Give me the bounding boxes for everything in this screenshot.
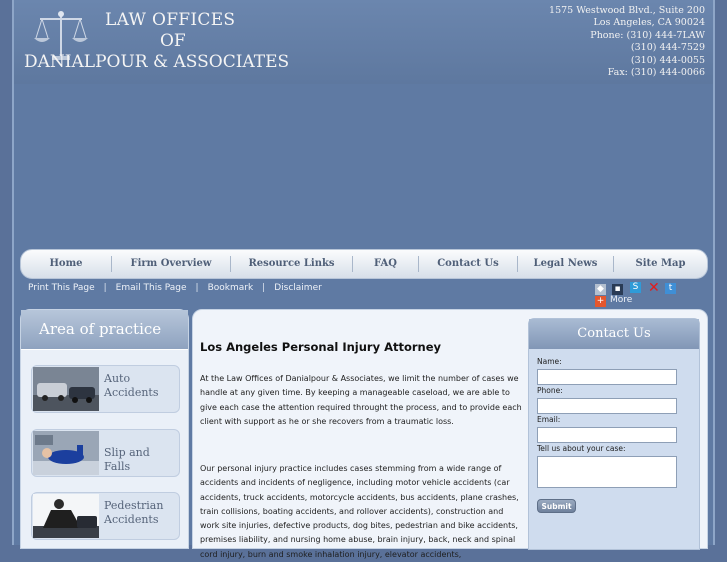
- email-label: Email:: [537, 415, 561, 424]
- intro-paragraph: At the Law Offices of Danialpour & Associates, we limit the number of cases we handle at any given time. By keeping a manageable caseload, we are able to give each case the attention required throught the process, and to provide each client with support as he or she recovers from a traumatic loss.: [200, 374, 522, 426]
- main-content: [192, 309, 708, 559]
- separator: |: [195, 283, 199, 293]
- phone-line-3: (310) 444-0055: [630, 54, 705, 66]
- logo-line-1: LAW OFFICES: [105, 10, 236, 30]
- phone-line-1: Phone: (310) 444-7LAW: [590, 29, 705, 41]
- phone-label: Phone:: [537, 386, 563, 395]
- page-title: Los Angeles Personal Injury Attorney: [200, 340, 442, 354]
- plus-icon[interactable]: +: [596, 296, 605, 306]
- address-line-2: Los Angeles, CA 90024: [593, 17, 705, 29]
- logo-line-2: OF: [160, 31, 186, 51]
- slip-fall-image: [33, 431, 99, 475]
- address-line-1: 1575 Westwood Blvd., Suite 200: [549, 5, 705, 16]
- nav-resource-links[interactable]: Resource Links: [231, 256, 353, 272]
- contact-form-title: Contact Us: [529, 319, 699, 349]
- phone-line-2: (310) 444-7529: [630, 42, 705, 54]
- digg-icon[interactable]: ◆: [595, 284, 606, 295]
- practice-label: Pedestrian Accidents: [104, 499, 164, 526]
- nav-site-map[interactable]: Site Map: [635, 258, 686, 269]
- fax-line: Fax: (310) 444-0066: [607, 67, 705, 79]
- main-nav: [20, 249, 708, 279]
- delicious-icon[interactable]: ▪: [612, 284, 623, 295]
- submit-button[interactable]: Submit: [537, 499, 576, 513]
- practice-item-pedestrian-accidents[interactable]: [31, 492, 180, 540]
- sidebar-title: Area of practice: [21, 310, 188, 350]
- practice-sidebar: [20, 309, 189, 549]
- disclaimer-link[interactable]: Disclaimer: [274, 283, 322, 293]
- email-page-link[interactable]: Email This Page: [115, 283, 187, 293]
- practice-label: Slip and Falls: [104, 446, 150, 473]
- contact-form: [528, 318, 700, 550]
- utility-links: [28, 283, 322, 293]
- nav-home[interactable]: Home: [21, 256, 112, 272]
- close-icon[interactable]: ✕: [648, 280, 660, 296]
- share-bar: [594, 282, 694, 306]
- separator: |: [262, 283, 266, 293]
- name-label: Name:: [537, 357, 562, 366]
- bookmark-link[interactable]: Bookmark: [207, 283, 254, 293]
- practice-label: Auto Accidents: [104, 372, 159, 399]
- nav-faq[interactable]: FAQ: [353, 256, 419, 272]
- stumbleupon-icon[interactable]: S: [630, 282, 641, 293]
- nav-firm-overview[interactable]: Firm Overview: [112, 256, 231, 272]
- header: [14, 0, 713, 84]
- email-input[interactable]: [537, 427, 677, 443]
- header-contact-info: [549, 5, 705, 79]
- phone-input[interactable]: [537, 398, 677, 414]
- print-page-link[interactable]: Print This Page: [28, 283, 95, 293]
- nav-contact-us[interactable]: Contact Us: [419, 256, 518, 272]
- pedestrian-accident-image: [33, 494, 99, 538]
- practice-item-auto-accidents[interactable]: [31, 365, 180, 413]
- name-input[interactable]: [537, 369, 677, 385]
- practice-item-slip-and-falls[interactable]: [31, 429, 180, 477]
- page-frame: [12, 0, 715, 559]
- logo-line-3: DANIALPOUR & ASSOCIATES: [24, 52, 290, 72]
- practice-paragraph: Our personal injury practice includes cases stemming from a wide range of accidents and incidents of negligence, including motor vehicle accidents (car accidents, truck accidents, motorcycle accidents, bus accidents, plane crashes, train collisions, boating accidents, and rollover accidents), construction and work site injuries, defective products, dog bites, pedestrian and bike accidents, premises liability, and nursing home abuse, brain injury, back, neck and spinal cord injury, burn and smoke inhalation injury, elevator accidents,: [200, 464, 519, 559]
- share-more-link[interactable]: More: [610, 295, 633, 305]
- case-textarea[interactable]: [537, 456, 677, 488]
- twitter-icon[interactable]: t: [665, 283, 676, 294]
- nav-legal-news[interactable]: Legal News: [518, 256, 614, 272]
- car-accident-image: [33, 367, 99, 411]
- banner-area: [18, 84, 709, 250]
- case-label: Tell us about your case:: [537, 444, 626, 453]
- separator: |: [103, 283, 107, 293]
